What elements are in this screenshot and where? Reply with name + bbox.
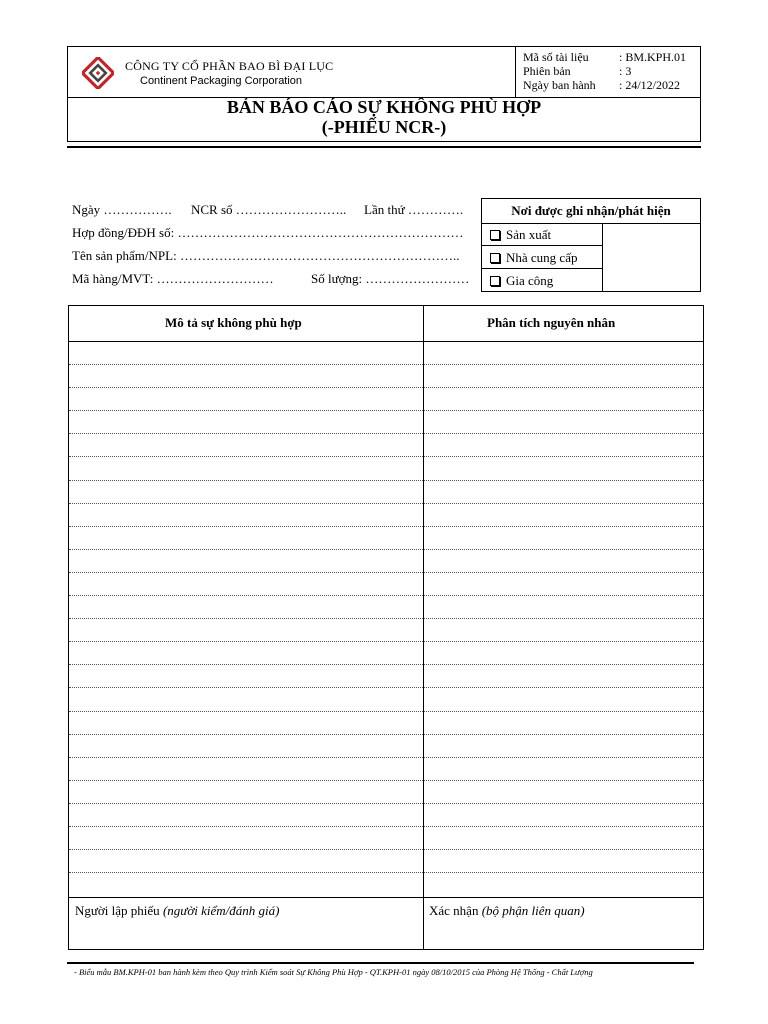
option-supplier[interactable] [482, 246, 602, 269]
header-divider [69, 341, 703, 342]
company-name-en: Continent Packaging Corporation [140, 75, 303, 87]
prepared-by-label[interactable] [75, 903, 280, 919]
writing-line [69, 480, 703, 481]
writing-line [69, 826, 703, 827]
col-description-header: Mô tả sự không phù hợp [165, 315, 302, 330]
option-label: Gia công [506, 273, 554, 288]
writing-line [69, 872, 703, 873]
document-info [523, 50, 686, 92]
item-code-field[interactable]: Mã hàng/MVT: ……………………… [72, 271, 274, 286]
writing-line [69, 387, 703, 388]
writing-line [69, 595, 703, 596]
quantity-field[interactable]: Số lượng: …………………… [311, 271, 470, 286]
checkbox-icon[interactable] [490, 276, 500, 286]
writing-line [69, 549, 703, 550]
signature-divider [69, 897, 703, 898]
date-field[interactable]: Ngày ……………. [72, 202, 172, 217]
writing-line [69, 364, 703, 365]
contract-field[interactable]: Hợp đồng/ĐĐH số: ………………………………………………………… [72, 225, 464, 240]
doc-code-row [523, 50, 686, 64]
discovery-options [482, 223, 603, 291]
doc-version-row [523, 64, 686, 78]
writing-line [69, 526, 703, 527]
doc-code-value: : BM.KPH.01 [619, 50, 687, 64]
writing-line [69, 503, 703, 504]
discovery-heading: Nơi được ghi nhận/phát hiện [482, 199, 700, 224]
writing-line [69, 641, 703, 642]
doc-date-value: : 24/12/2022 [619, 78, 681, 92]
doc-version-value: : 3 [619, 64, 632, 78]
discovery-location-box [481, 198, 701, 292]
writing-line [69, 618, 703, 619]
writing-line [69, 803, 703, 804]
writing-line [69, 780, 703, 781]
times-field[interactable]: Lần thứ …………. [364, 202, 464, 217]
footer-note: - Biểu mẫu BM.KPH-01 ban hành kèm theo Quy trình Kiểm soát Sự Không Phù Hợp - QT.KPH-01 ngày 08/10/2015 của Phòng Hệ Thống - Chất Lượng [74, 967, 593, 977]
document-header [67, 46, 701, 142]
header-top-row [68, 47, 700, 98]
writing-line [69, 757, 703, 758]
writing-line [69, 687, 703, 688]
checkbox-icon[interactable] [490, 253, 500, 263]
checkbox-icon[interactable] [490, 230, 500, 240]
writing-line [69, 456, 703, 457]
writing-line [69, 410, 703, 411]
company-block [68, 47, 516, 97]
document-subtitle: (-PHIẾU NCR-) [321, 117, 447, 137]
confirmed-by-note: (bộ phận liên quan) [481, 903, 585, 918]
header-underline [67, 146, 701, 148]
company-name-vn: CÔNG TY CỔ PHẦN BAO BÌ ĐẠI LỤC [125, 59, 334, 73]
doc-date-row [523, 78, 686, 92]
doc-date-label: Ngày ban hành [523, 78, 596, 92]
title-block [68, 97, 700, 137]
ncr-table [68, 305, 704, 950]
doc-code-label: Mã số tài liệu [523, 50, 589, 64]
writing-line [69, 734, 703, 735]
company-logo-icon [82, 57, 114, 89]
column-divider [423, 306, 424, 949]
option-production[interactable] [482, 223, 602, 246]
writing-line [69, 433, 703, 434]
prepared-by-note: (người kiểm/đánh giá) [162, 903, 280, 918]
ncr-number-field[interactable]: NCR số …………………….. [191, 202, 347, 217]
option-outsourcing[interactable] [482, 269, 602, 292]
writing-line [69, 711, 703, 712]
footer-line [67, 962, 694, 964]
writing-line [69, 572, 703, 573]
confirmed-by-text: Xác nhận [429, 903, 482, 918]
writing-line [69, 664, 703, 665]
doc-version-label: Phiên bản [523, 64, 571, 78]
option-label: Nhà cung cấp [506, 250, 578, 265]
writing-line [69, 849, 703, 850]
document-title: BẢN BÁO CÁO SỰ KHÔNG PHÙ HỢP [226, 97, 542, 117]
col-cause-header: Phân tích nguyên nhân [487, 315, 616, 330]
product-name-field[interactable]: Tên sản phẩm/NPL: ……………………………………………………….. [72, 248, 460, 263]
prepared-by-text: Người lập phiếu [75, 903, 163, 918]
option-label: Sản xuất [506, 227, 552, 242]
confirmed-by-label[interactable] [429, 903, 585, 919]
